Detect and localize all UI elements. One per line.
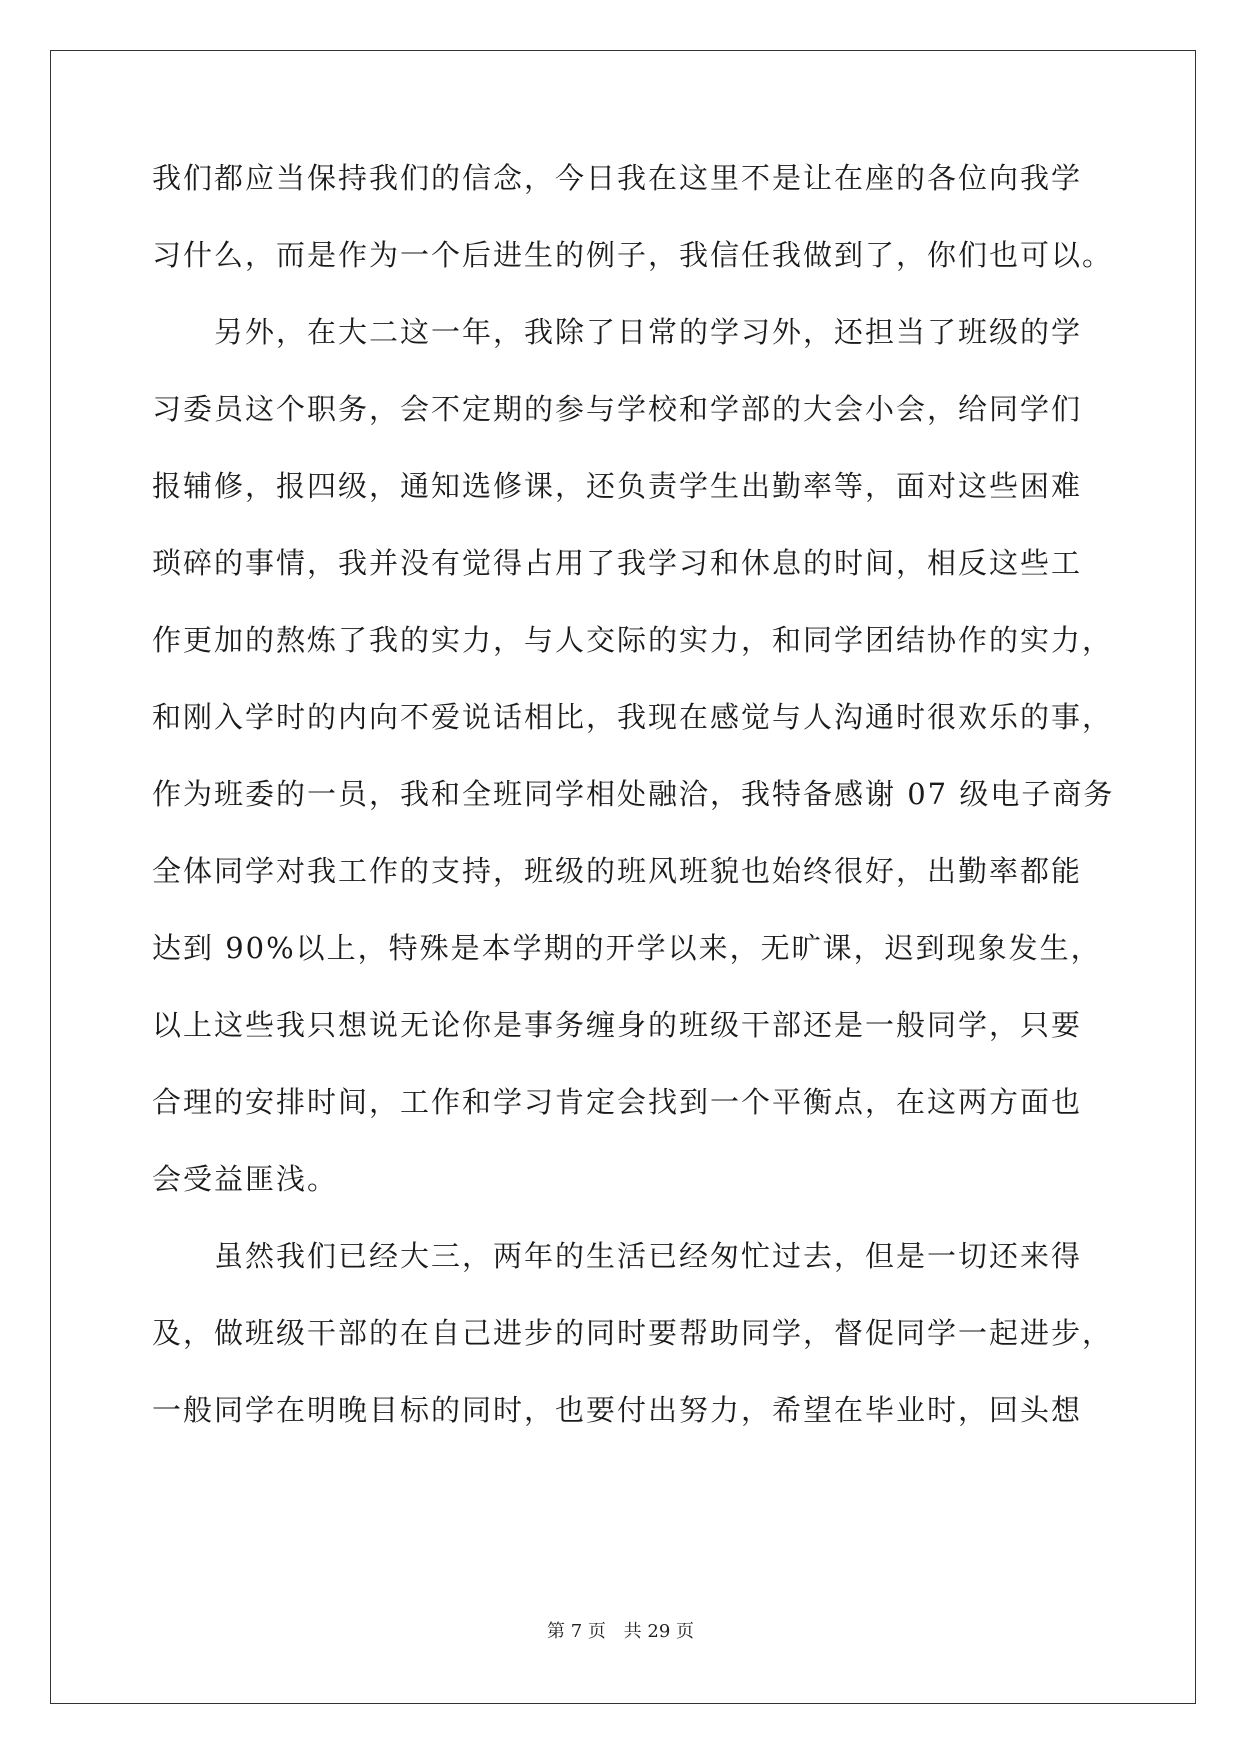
text-line: 琐碎的事情，我并没有觉得占用了我学习和休息的时间，相反这些工 (152, 546, 1083, 580)
document-body (152, 158, 1115, 1467)
text-line: 习什么，而是作为一个后进生的例子，我信任我做到了，你们也可以。 (152, 238, 1114, 272)
text-line: 达到 90%以上，特殊是本学期的开学以来，无旷课，迟到现象发生， (152, 931, 1102, 965)
text-line: 作为班委的一员，我和全班同学相处融洽，我特备感谢 07 级电子商务 (152, 777, 1115, 811)
text-line: 报辅修，报四级，通知选修课，还负责学生出勤率等，面对这些困难 (152, 469, 1083, 503)
text-line: 另外，在大二这一年，我除了日常的学习外，还担当了班级的学 (152, 315, 1083, 349)
text-line: 一般同学在明晚目标的同时，也要付出努力，希望在毕业时，回头想 (152, 1393, 1083, 1427)
page-footer (0, 1617, 1241, 1643)
text-line: 全体同学对我工作的支持，班级的班风班貌也始终很好，出勤率都能 (152, 854, 1083, 888)
text-line: 和刚入学时的内向不爱说话相比，我现在感觉与人沟通时很欢乐的事， (152, 700, 1114, 734)
text-line: 以上这些我只想说无论你是事务缠身的班级干部还是一般同学，只要 (152, 1008, 1083, 1042)
text-line: 习委员这个职务，会不定期的参与学校和学部的大会小会，给同学们 (152, 392, 1083, 426)
text-line: 作更加的熬炼了我的实力，与人交际的实力，和同学团结协作的实力， (152, 623, 1114, 657)
text-line: 虽然我们已经大三，两年的生活已经匆忙过去，但是一切还来得 (152, 1239, 1083, 1273)
page-total: 共 29 页 (623, 1621, 694, 1642)
text-line: 会受益匪浅。 (152, 1162, 339, 1196)
text-line: 合理的安排时间，工作和学习肯定会找到一个平衡点，在这两方面也 (152, 1085, 1083, 1119)
text-line: 及，做班级干部的在自己进步的同时要帮助同学，督促同学一起进步， (152, 1316, 1114, 1350)
text-line: 我们都应当保持我们的信念，今日我在这里不是让在座的各位向我学 (152, 161, 1083, 195)
page-number: 第 7 页 (547, 1621, 606, 1642)
